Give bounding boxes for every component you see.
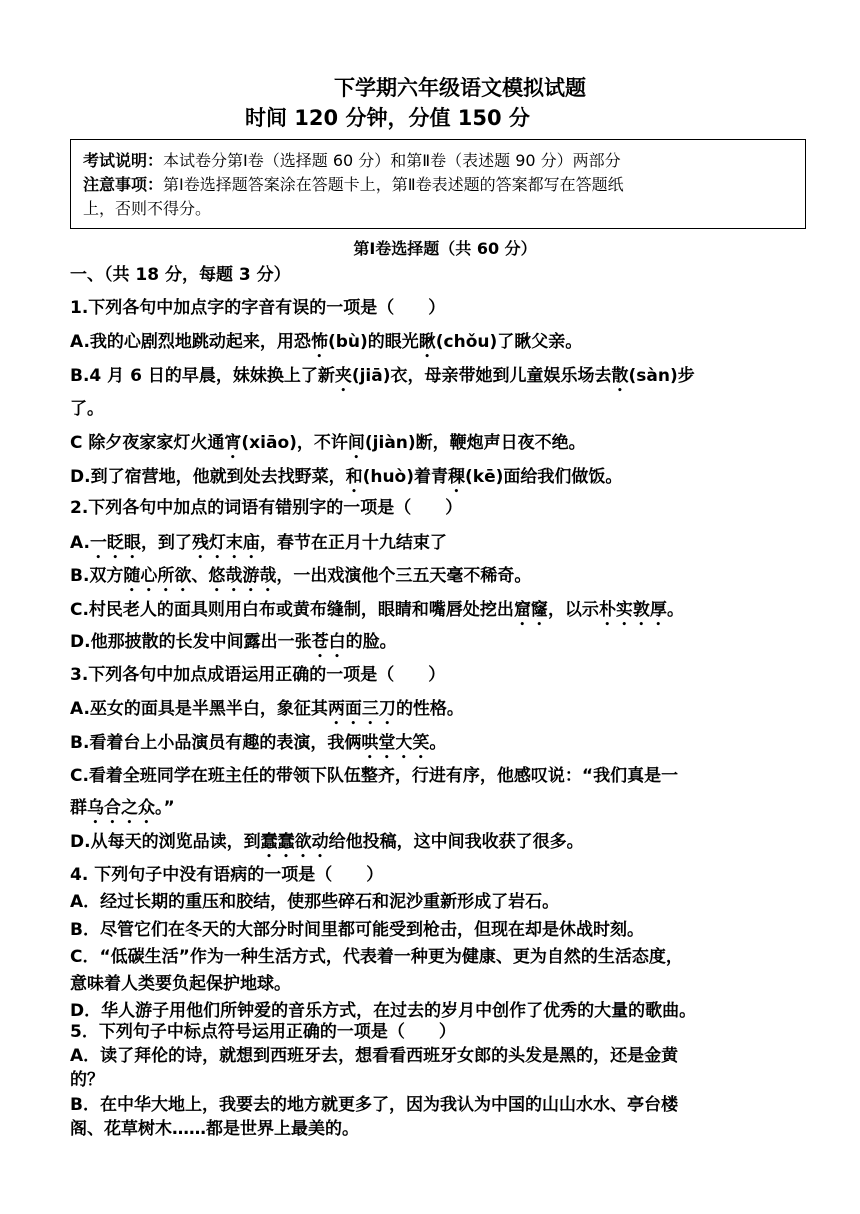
q3-option-a [70, 698, 810, 729]
notice-label-2: 注意事项： [83, 175, 164, 194]
text-run: ，一出戏演他个三五天毫不稀奇。 [276, 566, 532, 586]
text-run: (huò)着青 [362, 467, 449, 487]
dotted-char: 间 [347, 433, 365, 453]
q4-stem: 4. 下列句子中没有语病的一项是（ ） [70, 865, 384, 885]
text-run: 、 [191, 566, 209, 586]
text-run: (chǒu)了瞅父亲。 [435, 332, 583, 352]
q5-option-b-cont: 阁、花草树木……都是世界上最美的。 [70, 1119, 359, 1139]
text-run: B.4 月 6 日的早晨，妹妹换上了新 [70, 366, 335, 386]
q5-option-a: A．读了拜伦的诗，就想到西班牙去，想看看西班牙女郎的头发是黑的，还是金黄 [70, 1046, 679, 1066]
dotted-idiom: 乌合之众 [87, 798, 155, 818]
dotted-char: 和 [345, 467, 363, 487]
text-run: (jiā)衣，母亲带她到儿童娱乐场去 [351, 366, 612, 386]
notice-box [70, 139, 806, 229]
dotted-idiom: 蠢蠢欲动 [260, 832, 329, 852]
dotted-word: 一眨眼 [89, 533, 141, 553]
q1-option-c [70, 432, 810, 463]
text-run: (jiàn)断，鞭炮声日夜不绝。 [364, 433, 586, 453]
notice-line-2 [83, 173, 793, 197]
q3-option-c: C.看着全班同学在班主任的带领下队伍整齐，行进有序，他感叹说：“我们真是一 [70, 766, 679, 786]
text-run: 。 [429, 733, 447, 753]
q2-option-d [70, 631, 810, 662]
q4-option-a: A．经过长期的重压和胶结，使那些碎石和泥沙重新形成了岩石。 [70, 892, 560, 912]
q1-option-b [70, 365, 810, 396]
dotted-word: 随心所欲 [123, 566, 192, 586]
text-run: D.从每天的浏览品读，到 [70, 832, 261, 852]
notice-line-3: 上，否则不得分。 [83, 199, 212, 218]
q2-stem: 2.下列各句中加点的词语有错别字的一项是（ ） [70, 498, 463, 518]
text-run: ，到了 [140, 533, 192, 553]
text-run: B.看着台上小品演员有趣的表演，我俩 [70, 733, 362, 753]
q1-option-a [70, 331, 810, 362]
q4-option-c-cont: 意味着人类要负起保护地球。 [70, 974, 291, 994]
text-run: D.到了宿营地，他就到处去找野菜， [70, 467, 346, 487]
text-run: C 除夕夜家家灯火通 [70, 433, 225, 453]
dotted-idiom: 哄堂大笑 [361, 733, 430, 753]
text-run: A.我的心剧烈地跳动起来，用恐 [70, 332, 311, 352]
q3-option-d [70, 831, 810, 862]
text-run: (sàn)步 [628, 366, 695, 386]
text-run: 的脸。 [345, 632, 397, 652]
q5-option-b: B．在中华大地上，我要去的地方就更多了，因为我认为中国的山山水水、亭台楼 [70, 1095, 678, 1115]
dotted-char: 稞 [448, 467, 466, 487]
notice-text-1: 本试卷分第Ⅰ卷（选择题 60 分）和第Ⅱ卷（表述题 90 分）两部分 [163, 151, 621, 170]
dotted-char: 夹 [334, 366, 352, 386]
q4-option-c: C．“低碳生活”作为一种生活方式，代表着一种更为健康、更为自然的生活态度， [70, 947, 683, 967]
part-heading: 一、（共 18 分，每题 3 分） [70, 265, 291, 285]
text-run: (kē)面给我们做饭。 [465, 467, 623, 487]
dotted-word: 苍白 [311, 632, 346, 652]
q1-option-b-cont: 了。 [70, 399, 104, 419]
text-run: 群 [70, 798, 87, 818]
dotted-word: 窟窿 [513, 600, 548, 620]
notice-label-1: 考试说明： [83, 151, 164, 170]
section-title: 第Ⅰ卷选择题（共 60 分） [353, 239, 537, 258]
text-run: D.他那披散的长发中间露出一张 [70, 632, 312, 652]
text-run: 。” [155, 798, 175, 818]
text-run: 的性格。 [395, 699, 464, 719]
dotted-char: 瞅 [418, 332, 436, 352]
text-run: 给他投稿，这中间我收获了很多。 [328, 832, 584, 852]
text-run: ，春节在正月十九结束了 [259, 533, 447, 553]
dotted-char: 宵 [224, 433, 242, 453]
q3-stem: 3.下列各句中加点成语运用正确的一项是（ ） [70, 665, 446, 685]
q5-stem: 5．下列句子中标点符号运用正确的一项是（ ） [70, 1022, 456, 1042]
q2-option-b [70, 565, 810, 596]
text-run: (bù)的眼光 [327, 332, 419, 352]
notice-text-2: 第Ⅰ卷选择题答案涂在答题卡上，第Ⅱ卷表述题的答案都写在答题纸 [163, 175, 624, 194]
dotted-word: 悠哉游哉 [208, 566, 277, 586]
exam-subtitle: 时间 120 分钟，分值 150 分 [245, 106, 530, 130]
q4-option-b: B．尽管它们在冬天的大部分时间里都可能受到枪击，但现在却是休战时刻。 [70, 920, 644, 940]
text-run: 。 [666, 600, 684, 620]
q2-option-a [70, 532, 810, 563]
q1-option-d [70, 466, 810, 497]
text-run: A.巫女的面具是半黑半白，象征其 [70, 699, 328, 719]
dotted-char: 怖 [310, 332, 328, 352]
dotted-char: 散 [611, 366, 629, 386]
exam-title: 下学期六年级语文模拟试题 [334, 76, 586, 100]
text-run: ，以示 [547, 600, 599, 620]
text-run: A. [70, 533, 90, 553]
dotted-word: 朴实敦厚 [598, 600, 667, 620]
text-run: B.双方 [70, 566, 124, 586]
dotted-word: 残灯末庙 [191, 533, 260, 553]
q4-option-d: D．华人游子用他们所钟爱的音乐方式，在过去的岁月中创作了优秀的大量的歌曲。 [70, 1001, 697, 1021]
text-run: C.村民老人的面具则用白布或黄布缝制，眼睛和嘴唇处挖出 [70, 600, 514, 620]
notice-line-1 [83, 149, 793, 173]
q2-option-c [70, 599, 810, 630]
q3-option-b [70, 732, 810, 763]
text-run: (xiāo)，不许 [241, 433, 348, 453]
q5-option-a-cont: 的？ [70, 1070, 104, 1090]
dotted-idiom: 两面三刀 [327, 699, 396, 719]
q3-option-c-cont [70, 797, 810, 828]
q1-stem: 1.下列各句中加点字的字音有误的一项是（ ） [70, 298, 446, 318]
